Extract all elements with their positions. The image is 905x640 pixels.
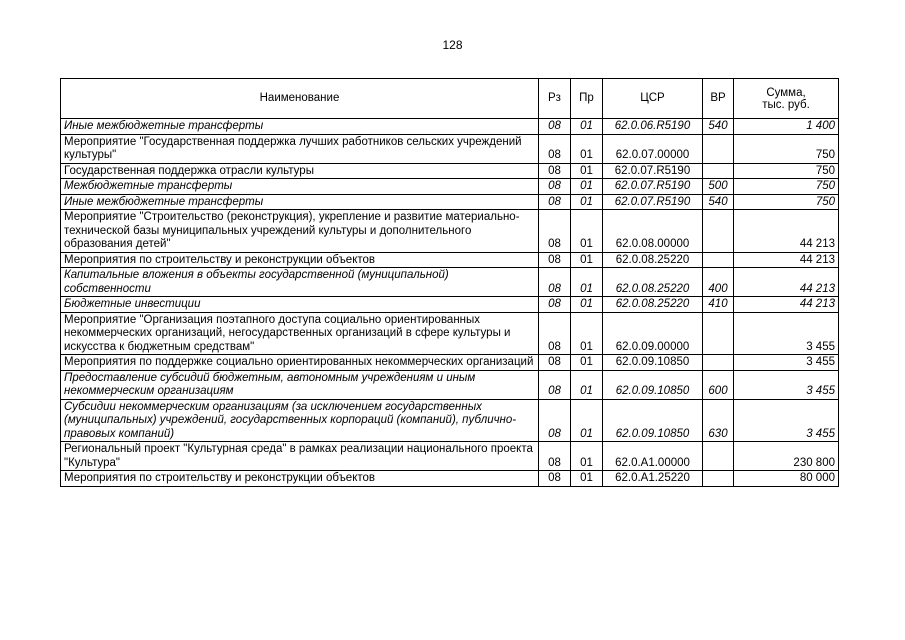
cell-vr: 630 xyxy=(703,399,734,442)
cell-csr: 62.0.09.00000 xyxy=(603,312,703,355)
cell-csr: 62.0.08.25220 xyxy=(603,297,703,313)
cell-pr: 01 xyxy=(571,471,603,487)
cell-sum: 3 455 xyxy=(734,370,839,399)
cell-vr xyxy=(703,163,734,179)
cell-rz: 08 xyxy=(539,370,571,399)
cell-pr: 01 xyxy=(571,370,603,399)
header-sum-line2: тыс. руб. xyxy=(762,99,810,111)
table-body xyxy=(61,119,839,487)
table-row xyxy=(61,370,839,399)
cell-name: Мероприятия по поддержке социально ориентированных некоммерческих организаций xyxy=(61,355,539,371)
cell-sum: 44 213 xyxy=(734,297,839,313)
cell-name: Межбюджетные трансферты xyxy=(61,179,539,195)
cell-name: Капитальные вложения в объекты государственной (муниципальной) собственности xyxy=(61,268,539,297)
header-rz: Рз xyxy=(539,79,571,119)
cell-name: Бюджетные инвестиции xyxy=(61,297,539,313)
cell-vr xyxy=(703,355,734,371)
cell-vr xyxy=(703,252,734,268)
cell-pr: 01 xyxy=(571,194,603,210)
cell-name: Региональный проект "Культурная среда" в рамках реализации национального проекта "Культура" xyxy=(61,442,539,471)
cell-sum: 230 800 xyxy=(734,442,839,471)
cell-rz: 08 xyxy=(539,252,571,268)
cell-name: Мероприятия по строительству и реконструкции объектов xyxy=(61,471,539,487)
cell-pr: 01 xyxy=(571,179,603,195)
cell-vr xyxy=(703,442,734,471)
cell-sum: 750 xyxy=(734,179,839,195)
cell-csr: 62.0.09.10850 xyxy=(603,355,703,371)
cell-rz: 08 xyxy=(539,297,571,313)
cell-rz: 08 xyxy=(539,163,571,179)
table-row xyxy=(61,297,839,313)
table-row xyxy=(61,268,839,297)
cell-pr: 01 xyxy=(571,134,603,163)
page-number: 128 xyxy=(442,38,463,52)
cell-csr: 62.0.A1.00000 xyxy=(603,442,703,471)
cell-name: Предоставление субсидий бюджетным, автономным учреждениям и иным некоммерческим организациям xyxy=(61,370,539,399)
cell-sum: 44 213 xyxy=(734,268,839,297)
cell-csr: 62.0.06.R5190 xyxy=(603,119,703,135)
table-row xyxy=(61,119,839,135)
table-row xyxy=(61,210,839,253)
cell-csr: 62.0.07.R5190 xyxy=(603,194,703,210)
cell-vr: 400 xyxy=(703,268,734,297)
header-sum xyxy=(734,79,839,119)
cell-name: Мероприятия по строительству и реконструкции объектов xyxy=(61,252,539,268)
cell-rz: 08 xyxy=(539,134,571,163)
cell-csr: 62.0.07.00000 xyxy=(603,134,703,163)
cell-sum: 750 xyxy=(734,163,839,179)
cell-csr: 62.0.08.00000 xyxy=(603,210,703,253)
table-row xyxy=(61,252,839,268)
cell-sum: 44 213 xyxy=(734,210,839,253)
cell-pr: 01 xyxy=(571,312,603,355)
cell-vr xyxy=(703,210,734,253)
cell-pr: 01 xyxy=(571,442,603,471)
table-row xyxy=(61,471,839,487)
budget-table xyxy=(60,78,839,487)
table-row xyxy=(61,442,839,471)
cell-csr: 62.0.A1.25220 xyxy=(603,471,703,487)
cell-rz: 08 xyxy=(539,194,571,210)
cell-csr: 62.0.08.25220 xyxy=(603,268,703,297)
cell-name: Иные межбюджетные трансферты xyxy=(61,194,539,210)
cell-rz: 08 xyxy=(539,312,571,355)
table-row xyxy=(61,194,839,210)
cell-sum: 750 xyxy=(734,134,839,163)
cell-sum: 750 xyxy=(734,194,839,210)
cell-pr: 01 xyxy=(571,163,603,179)
table-row xyxy=(61,399,839,442)
header-name: Наименование xyxy=(61,79,539,119)
header-vr: ВР xyxy=(703,79,734,119)
cell-vr xyxy=(703,471,734,487)
table-row xyxy=(61,134,839,163)
cell-pr: 01 xyxy=(571,355,603,371)
cell-rz: 08 xyxy=(539,210,571,253)
cell-sum: 3 455 xyxy=(734,399,839,442)
header-pr: Пр xyxy=(571,79,603,119)
cell-rz: 08 xyxy=(539,119,571,135)
cell-csr: 62.0.07.R5190 xyxy=(603,163,703,179)
table-row xyxy=(61,312,839,355)
cell-vr: 540 xyxy=(703,194,734,210)
cell-vr: 410 xyxy=(703,297,734,313)
cell-pr: 01 xyxy=(571,119,603,135)
cell-rz: 08 xyxy=(539,442,571,471)
cell-name: Мероприятие "Строительство (реконструкция), укрепление и развитие материально-технической базы муниципальных учреждений культуры и дополнительного образования детей" xyxy=(61,210,539,253)
cell-vr: 500 xyxy=(703,179,734,195)
cell-name: Мероприятие "Организация поэтапного доступа социально ориентированных некоммерческих организаций, негосударственных организаций в сфере культуры и искусства к бюджетным средствам" xyxy=(61,312,539,355)
cell-rz: 08 xyxy=(539,268,571,297)
table-header-row xyxy=(61,79,839,119)
cell-sum: 1 400 xyxy=(734,119,839,135)
table-row xyxy=(61,355,839,371)
cell-rz: 08 xyxy=(539,471,571,487)
cell-pr: 01 xyxy=(571,399,603,442)
cell-name: Иные межбюджетные трансферты xyxy=(61,119,539,135)
table-row xyxy=(61,163,839,179)
cell-pr: 01 xyxy=(571,210,603,253)
cell-csr: 62.0.09.10850 xyxy=(603,370,703,399)
cell-vr xyxy=(703,134,734,163)
cell-name: Субсидии некоммерческим организациям (за исключением государственных (муниципальных) учреждений, государственных корпораций (компаний), публично-правовых компаний) xyxy=(61,399,539,442)
cell-pr: 01 xyxy=(571,268,603,297)
cell-rz: 08 xyxy=(539,399,571,442)
cell-sum: 3 455 xyxy=(734,355,839,371)
cell-csr: 62.0.08.25220 xyxy=(603,252,703,268)
header-sum-line1: Сумма, xyxy=(766,87,806,99)
cell-pr: 01 xyxy=(571,252,603,268)
cell-name: Мероприятие "Государственная поддержка лучших работников сельских учреждений культуры" xyxy=(61,134,539,163)
cell-csr: 62.0.09.10850 xyxy=(603,399,703,442)
header-csr: ЦСР xyxy=(603,79,703,119)
cell-sum: 3 455 xyxy=(734,312,839,355)
cell-vr xyxy=(703,312,734,355)
cell-vr: 540 xyxy=(703,119,734,135)
cell-vr: 600 xyxy=(703,370,734,399)
cell-csr: 62.0.07.R5190 xyxy=(603,179,703,195)
cell-pr: 01 xyxy=(571,297,603,313)
cell-name: Государственная поддержка отрасли культуры xyxy=(61,163,539,179)
cell-sum: 44 213 xyxy=(734,252,839,268)
table-row xyxy=(61,179,839,195)
cell-rz: 08 xyxy=(539,179,571,195)
cell-rz: 08 xyxy=(539,355,571,371)
cell-sum: 80 000 xyxy=(734,471,839,487)
